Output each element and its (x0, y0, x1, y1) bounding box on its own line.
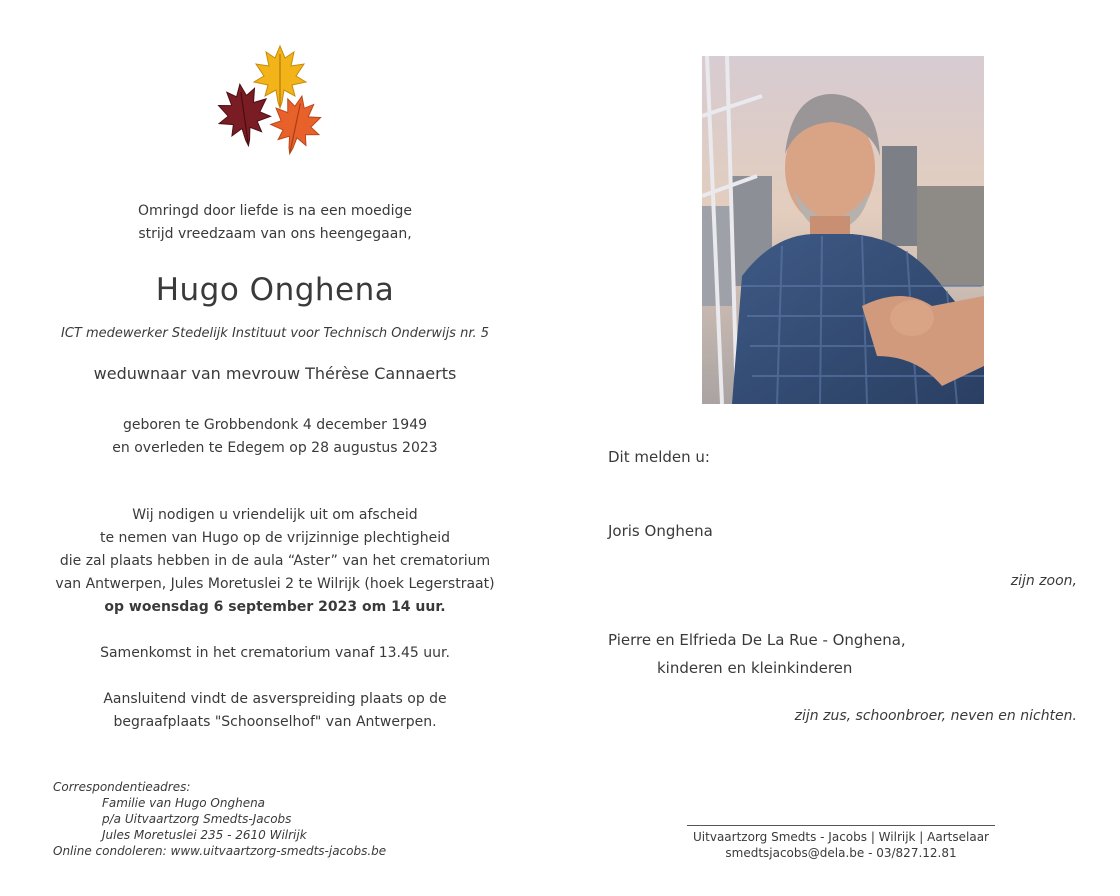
scattering-line-1: Aansluitend vindt de asverspreiding plaats op de (103, 691, 447, 707)
portrait-photo (702, 56, 984, 404)
ceremony-date: op woensdag 6 september 2023 om 14 uur. (104, 599, 446, 615)
invitation-line-2: te nemen van Hugo op de vrijzinnige plechtigheid (99, 530, 451, 546)
sister-relation: zijn zus, schoonbroer, neven en nichten. (794, 708, 1077, 724)
invitation-text (0, 504, 550, 619)
invitation-line-4: van Antwerpen, Jules Moretuslei 2 te Wilrijk (hoek Legerstraat) (55, 576, 495, 592)
scattering-text (0, 688, 550, 734)
scattering-line-2: begraafplaats "Schoonselhof" van Antwerpen. (113, 714, 437, 730)
birth-text: geboren te Grobbendonk 4 december 1949 (122, 417, 428, 433)
funeral-home-contact[interactable]: smedtsjacobs@dela.be - 03/827.12.81 (725, 846, 957, 860)
correspondence-block (53, 779, 453, 859)
death-text: en overleden te Edegem op 28 augustus 2023 (112, 440, 438, 456)
sister-children: kinderen en kleinkinderen (657, 659, 853, 677)
funeral-home-info (647, 829, 1035, 861)
autumn-leaves-logo (212, 44, 330, 156)
invitation-line-3: die zal plaats hebben in de aula “Aster” van het crematorium (59, 553, 491, 569)
life-dates (0, 414, 550, 460)
sister-names: Pierre en Elfrieda De La Rue - Onghena, (608, 631, 906, 649)
gathering-text: Samenkomst in het crematorium vanaf 13.45 uur. (100, 645, 450, 661)
announcement-heading: Dit melden u: (608, 448, 710, 466)
correspondence-line-3: Jules Moretuslei 235 - 2610 Wilrijk (102, 828, 307, 842)
correspondence-line-2: p/a Uitvaartzorg Smedts-Jacobs (102, 812, 292, 826)
maroon-leaf-icon (214, 81, 274, 150)
son-name: Joris Onghena (608, 522, 713, 540)
son-relation: zijn zoon, (1010, 573, 1077, 589)
portrait-illustration (702, 56, 984, 404)
intro-line-1: Omringd door liefde is na een moedige (137, 203, 413, 219)
intro-text (0, 200, 550, 246)
yellow-leaf-icon (254, 46, 306, 108)
correspondence-line-1: Familie van Hugo Onghena (102, 796, 266, 810)
deceased-name: Hugo Onghena (155, 272, 395, 308)
online-condolence-link[interactable]: Online condoleren: www.uitvaartzorg-smedts-jacobs.be (53, 844, 387, 858)
correspondence-label: Correspondentieadres: (53, 780, 191, 794)
funeral-home-line-1: Uitvaartzorg Smedts - Jacobs | Wilrijk | Aartselaar (693, 830, 989, 844)
spouse-text: weduwnaar van mevrouw Thérèse Cannaerts (93, 364, 457, 383)
footer-divider (687, 825, 995, 826)
deceased-role: ICT medewerker Stedelijk Instituut voor Technisch Onderwijs nr. 5 (60, 326, 490, 341)
intro-line-2: strijd vreedzaam van ons heengegaan, (138, 226, 412, 242)
orange-leaf-icon (266, 91, 327, 156)
invitation-line-1: Wij nodigen u vriendelijk uit om afscheid (132, 507, 418, 523)
